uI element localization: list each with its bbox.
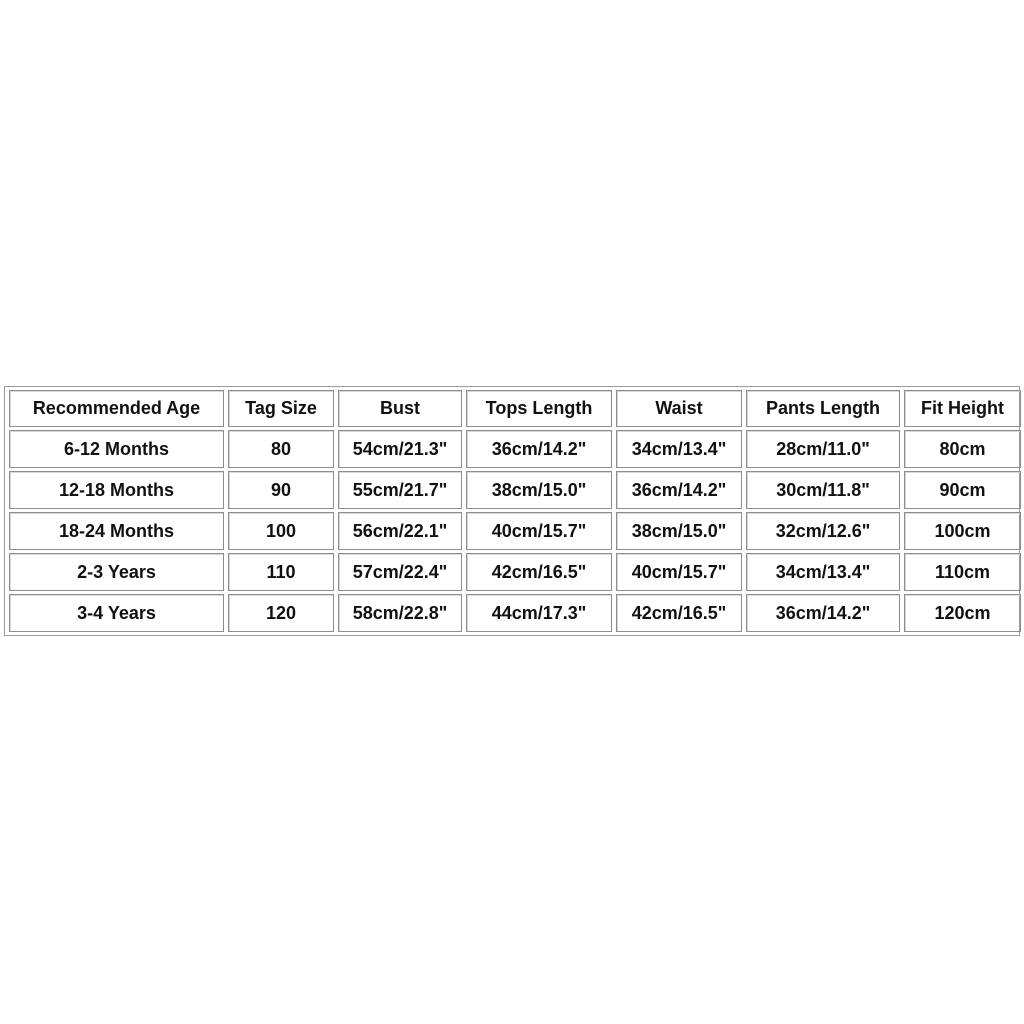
cell-bust: 58cm/22.8": [338, 594, 462, 632]
cell-fit-height: 110cm: [904, 553, 1021, 591]
cell-recommended-age: 2-3 Years: [9, 553, 224, 591]
header-waist: Waist: [616, 390, 742, 427]
cell-fit-height: 90cm: [904, 471, 1021, 509]
cell-pants-length: 30cm/11.8": [746, 471, 900, 509]
size-chart: [4, 386, 1020, 636]
cell-fit-height: 120cm: [904, 594, 1021, 632]
header-pants-length: Pants Length: [746, 390, 900, 427]
cell-waist: 36cm/14.2": [616, 471, 742, 509]
table-row: [9, 594, 1021, 632]
cell-bust: 57cm/22.4": [338, 553, 462, 591]
header-tops-length: Tops Length: [466, 390, 612, 427]
header-fit-height: Fit Height: [904, 390, 1021, 427]
header-recommended-age: Recommended Age: [9, 390, 224, 427]
header-tag-size: Tag Size: [228, 390, 334, 427]
size-table: [5, 387, 1024, 635]
cell-tag-size: 100: [228, 512, 334, 550]
cell-tag-size: 120: [228, 594, 334, 632]
cell-recommended-age: 18-24 Months: [9, 512, 224, 550]
cell-tops-length: 40cm/15.7": [466, 512, 612, 550]
cell-recommended-age: 6-12 Months: [9, 430, 224, 468]
cell-tops-length: 38cm/15.0": [466, 471, 612, 509]
cell-pants-length: 36cm/14.2": [746, 594, 900, 632]
cell-bust: 54cm/21.3": [338, 430, 462, 468]
header-bust: Bust: [338, 390, 462, 427]
cell-recommended-age: 12-18 Months: [9, 471, 224, 509]
cell-tag-size: 110: [228, 553, 334, 591]
cell-tops-length: 44cm/17.3": [466, 594, 612, 632]
cell-fit-height: 100cm: [904, 512, 1021, 550]
cell-pants-length: 34cm/13.4": [746, 553, 900, 591]
cell-waist: 34cm/13.4": [616, 430, 742, 468]
cell-waist: 40cm/15.7": [616, 553, 742, 591]
cell-tag-size: 80: [228, 430, 334, 468]
cell-waist: 38cm/15.0": [616, 512, 742, 550]
cell-pants-length: 32cm/12.6": [746, 512, 900, 550]
table-row: [9, 512, 1021, 550]
cell-tag-size: 90: [228, 471, 334, 509]
cell-tops-length: 42cm/16.5": [466, 553, 612, 591]
cell-bust: 56cm/22.1": [338, 512, 462, 550]
cell-recommended-age: 3-4 Years: [9, 594, 224, 632]
cell-pants-length: 28cm/11.0": [746, 430, 900, 468]
cell-waist: 42cm/16.5": [616, 594, 742, 632]
cell-bust: 55cm/21.7": [338, 471, 462, 509]
cell-fit-height: 80cm: [904, 430, 1021, 468]
header-row: [9, 390, 1021, 427]
cell-tops-length: 36cm/14.2": [466, 430, 612, 468]
table-row: [9, 471, 1021, 509]
table-row: [9, 553, 1021, 591]
table-row: [9, 430, 1021, 468]
